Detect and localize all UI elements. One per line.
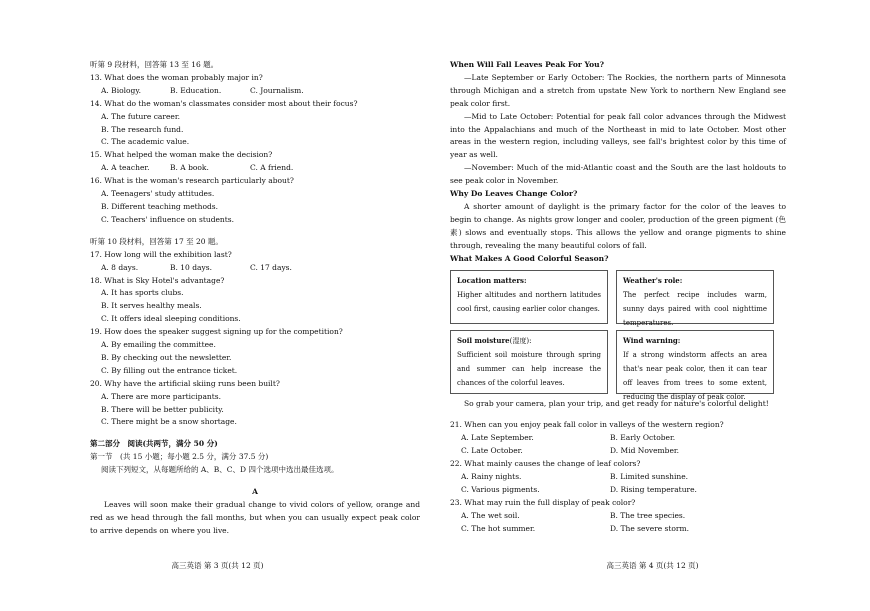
box-text: If a strong windstorm affects an area that's near peak color, then it can tear off leaves from trees to some extent, reducing the display of peak color. xyxy=(623,350,767,401)
closing-line: So grab your camera, plan your trip, and get ready for nature's colorful delight! xyxy=(464,398,769,408)
option-row xyxy=(90,162,420,175)
option-row xyxy=(90,262,420,275)
question-group-13-16 xyxy=(90,72,420,227)
box-wind xyxy=(616,330,774,401)
box-soil xyxy=(450,330,608,394)
answer-option: B. Different teaching methods. xyxy=(101,201,219,211)
box-weather xyxy=(616,270,774,327)
answer-option: A. Teenagers' study attitudes. xyxy=(101,189,215,199)
box-text: Sufficient soil moisture through spring and summer can help increase the chances of the colorful leaves. xyxy=(457,350,601,387)
box-text: The perfect recipe includes warm, sunny days paired with cool nighttime temperatures. xyxy=(623,290,767,327)
para-november: —November: Much of the mid-Atlantic coast and the South are the last holdouts to see peak color in November. xyxy=(450,163,786,186)
answer-option: D. The severe storm. xyxy=(610,523,689,533)
box-location xyxy=(450,270,608,324)
answer-option: A. There are more participants. xyxy=(101,391,221,401)
answer-option: C. Various pigments. xyxy=(461,484,540,494)
answer-option: A. Biology. xyxy=(101,85,141,95)
passage-letter: A xyxy=(252,487,258,497)
option-row xyxy=(450,432,786,445)
answer-option: B. Limited sunshine. xyxy=(610,472,689,482)
answer-option: B. It serves healthy meals. xyxy=(101,301,202,311)
page-footer: 高三英语 第 4 页(共 12 页) xyxy=(606,561,699,570)
answer-option: C. Journalism. xyxy=(250,85,304,95)
answer-option: A. The future career. xyxy=(101,111,180,121)
option-row xyxy=(90,85,420,98)
question-stem: 14. What do the woman's classmates consider most about their focus? xyxy=(90,98,358,108)
question-group-21-23 xyxy=(450,419,786,535)
section-intro-10: 听第 10 段材料，回答第 17 至 20 题。 xyxy=(90,236,223,246)
para-daylight: A shorter amount of daylight is the primary factor for the color of the leaves to begin to change. As nights grow longer and cooler, production of the green pigment (色素) slows and eventually stops. This allows the yellow and orange pigments to shine through, revealing the many beautiful colors of fall. xyxy=(450,201,786,250)
answer-option: B. By checking out the newsletter. xyxy=(101,352,232,362)
question-stem: 22. What mainly causes the change of leaf colors? xyxy=(450,459,641,469)
answer-option: A. Rainy nights. xyxy=(461,472,522,482)
answer-option: A. The wet soil. xyxy=(461,510,520,520)
question-stem: 18. What is Sky Hotel's advantage? xyxy=(90,275,225,285)
answer-option: A. A teacher. xyxy=(101,163,150,173)
question-group-17-20 xyxy=(90,249,420,430)
answer-option: A. It has sports clubs. xyxy=(101,288,184,298)
part2-subtitle: 第一节 (共 15 小题；每小题 2.5 分，满分 37.5 分) xyxy=(90,452,269,462)
page-footer: 高三英语 第 3 页(共 12 页) xyxy=(171,561,264,570)
question-stem: 13. What does the woman probably major in? xyxy=(90,72,263,82)
answer-option: B. The research fund. xyxy=(101,124,184,134)
option-row xyxy=(450,484,786,497)
box-title: Weather's role: xyxy=(623,275,683,285)
para-mid: —Mid to Late October: Potential for peak fall color advances through the Midwest into the Appalachians and much of the Northeast in mid to late October. Most other areas in the western region, including valleys, see fall's brightest color by this time of year as well. xyxy=(450,111,786,160)
heading-peak: When Will Fall Leaves Peak For You? xyxy=(450,60,605,69)
section-intro-9: 听第 9 段材料，回答第 13 至 16 题。 xyxy=(90,60,219,69)
factor-boxes xyxy=(450,270,786,401)
page-4 xyxy=(435,0,870,611)
answer-option: A. By emailing the committee. xyxy=(101,340,216,350)
answer-option: C. It offers ideal sleeping conditions. xyxy=(101,314,241,324)
question-stem: 20. Why have the artificial skiing runs been built? xyxy=(90,378,280,388)
answer-option: D. Mid November. xyxy=(610,446,680,456)
answer-option: B. Early October. xyxy=(610,433,676,443)
option-row xyxy=(450,445,786,458)
answer-option: B. A book. xyxy=(170,163,209,173)
answer-option: C. A friend. xyxy=(250,163,294,173)
passage-intro: Leaves will soon make their gradual change to vivid colors of yellow, orange and red as we head through the fall months, but when you can usually expect peak color to arrive depends on where you live. xyxy=(90,500,420,535)
question-stem: 19. How does the speaker suggest signing up for the competition? xyxy=(90,327,343,337)
question-stem: 23. What may ruin the full display of peak color? xyxy=(450,497,636,507)
answer-option: C. The academic value. xyxy=(101,137,190,147)
para-early: —Late September or Early October: The Rockies, the northern parts of Minnesota through Michigan and a stretch from upstate New York to northern New England see peak color first. xyxy=(450,72,786,108)
answer-option: C. Teachers' influence on students. xyxy=(101,214,235,224)
answer-option: C. 17 days. xyxy=(250,262,292,272)
option-row xyxy=(450,523,786,536)
box-title: Soil moisture xyxy=(457,335,510,345)
answer-option: C. The hot summer. xyxy=(461,523,536,533)
answer-option: C. There might be a snow shortage. xyxy=(101,417,237,427)
answer-option: D. Rising temperature. xyxy=(610,484,697,494)
answer-option: C. By filling out the entrance ticket. xyxy=(101,365,238,375)
part2-instructions: 阅读下列短文，从每题所给的 A、B、C、D 四个选项中选出最佳选项。 xyxy=(101,465,339,475)
heading-change: Why Do Leaves Change Color? xyxy=(450,189,578,199)
question-stem: 15. What helped the woman make the decision? xyxy=(90,150,273,160)
reading-column xyxy=(450,59,786,536)
part2-title: 第二部分 阅读(共两节，满分 50 分) xyxy=(90,439,218,449)
box-title-extra: (湿度): xyxy=(509,336,532,345)
question-stem: 21. When can you enjoy peak fall color in valleys of the western region? xyxy=(450,420,724,430)
listening-column xyxy=(90,59,420,538)
answer-option: A. 8 days. xyxy=(101,262,139,272)
option-row xyxy=(450,510,786,523)
answer-option: B. 10 days. xyxy=(170,262,212,272)
answer-option: C. Late October. xyxy=(461,446,523,456)
heading-season: What Makes A Good Colorful Season? xyxy=(450,253,609,263)
option-row xyxy=(450,471,786,484)
question-stem: 17. How long will the exhibition last? xyxy=(90,249,232,259)
answer-option: B. There will be better publicity. xyxy=(101,404,224,414)
answer-option: A. Late September. xyxy=(461,433,534,443)
box-title: Wind warning: xyxy=(623,335,681,345)
question-stem: 16. What is the woman's research particularly about? xyxy=(90,176,294,186)
answer-option: B. The tree species. xyxy=(610,510,686,520)
box-title: Location matters: xyxy=(457,275,527,285)
answer-option: B. Education. xyxy=(170,85,222,95)
box-text: Higher altitudes and northern latitudes cool first, causing earlier color changes. xyxy=(457,290,601,313)
